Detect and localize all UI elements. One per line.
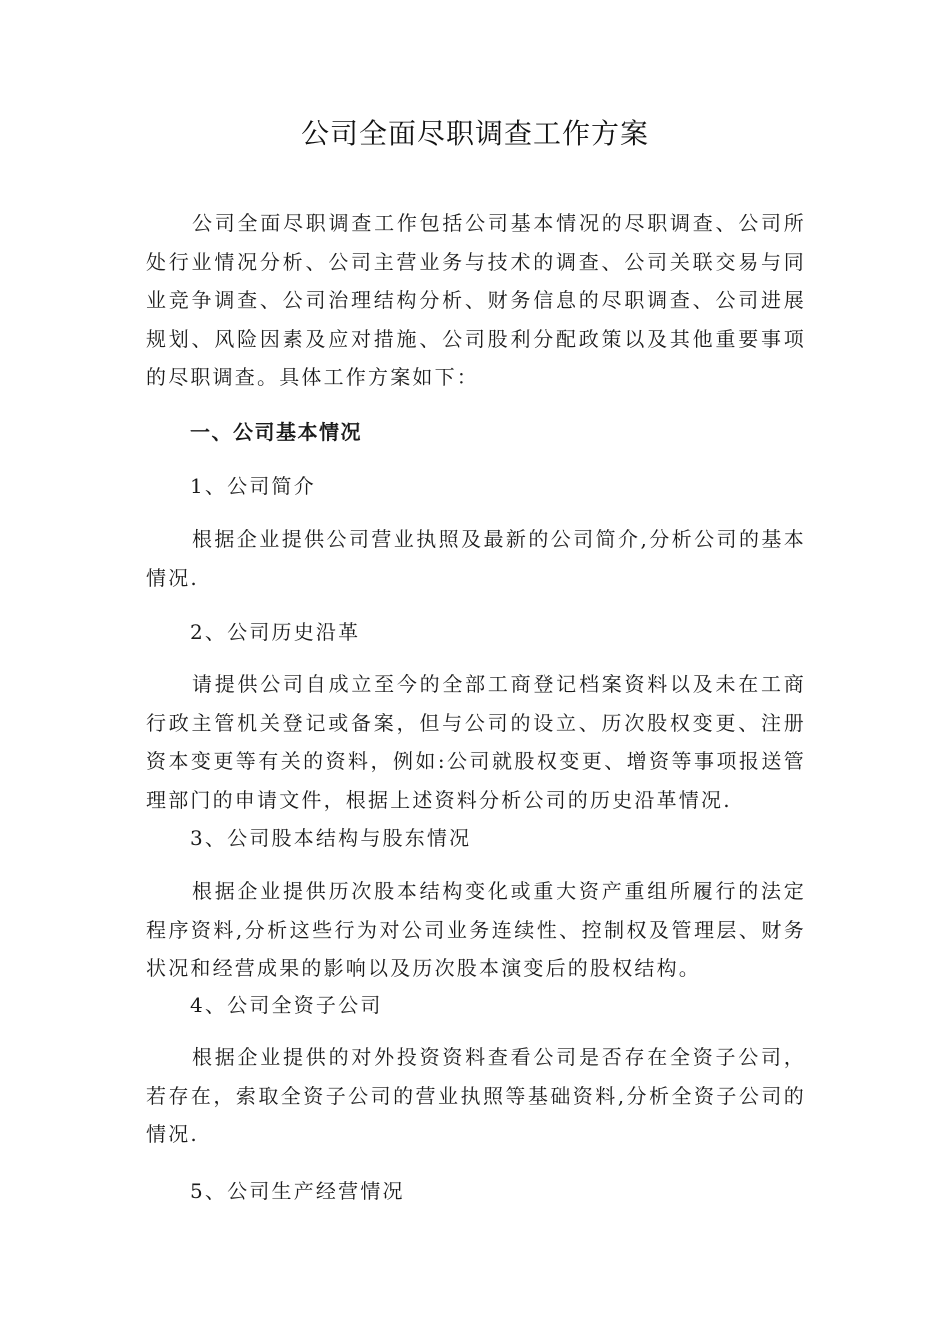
paragraph-subsidiaries: 根据企业提供的对外投资资料查看公司是否存在全资子公司，若存在，索取全资子公司的营业执照等基础资料,分析全资子公司的情况. — [146, 1045, 806, 1146]
subsection-title-company-profile: 1、公司简介 — [190, 474, 316, 498]
document-title: 公司全面尽职调查工作方案 — [300, 117, 649, 150]
subsection-title-history: 2、公司历史沿革 — [190, 620, 361, 644]
paragraph-equity-structure: 根据企业提供历次股本结构变化或重大资产重组所履行的法定程序资料,分析这些行为对公司业务连续性、控制权及管理层、财务状况和经营成果的影响以及历次股本演变后的股权结构。 — [146, 879, 806, 980]
intro-paragraph: 公司全面尽职调查工作包括公司基本情况的尽职调查、公司所处行业情况分析、公司主营业务与技术的调查、公司关联交易与同业竞争调查、公司治理结构分析、财务信息的尽职调查、公司进展规划、风险因素及应对措施、公司股利分配政策以及其他重要事项的尽职调查。具体工作方案如下： — [146, 211, 806, 389]
paragraph-history: 请提供公司自成立至今的全部工商登记档案资料以及未在工商行政主管机关登记或备案，但与公司的设立、历次股权变更、注册资本变更等有关的资料，例如:公司就股权变更、增资等事项报送管理部门的申请文件，根据上述资料分析公司的历史沿革情况. — [146, 672, 806, 812]
paragraph-company-profile: 根据企业提供公司营业执照及最新的公司简介,分析公司的基本情况. — [146, 527, 806, 590]
subsection-title-subsidiaries: 4、公司全资子公司 — [190, 993, 383, 1017]
subsection-title-equity-structure: 3、公司股本结构与股东情况 — [190, 826, 472, 850]
section-heading: 一、公司基本情况 — [190, 420, 362, 444]
subsection-title-operations: 5、公司生产经营情况 — [190, 1179, 405, 1203]
